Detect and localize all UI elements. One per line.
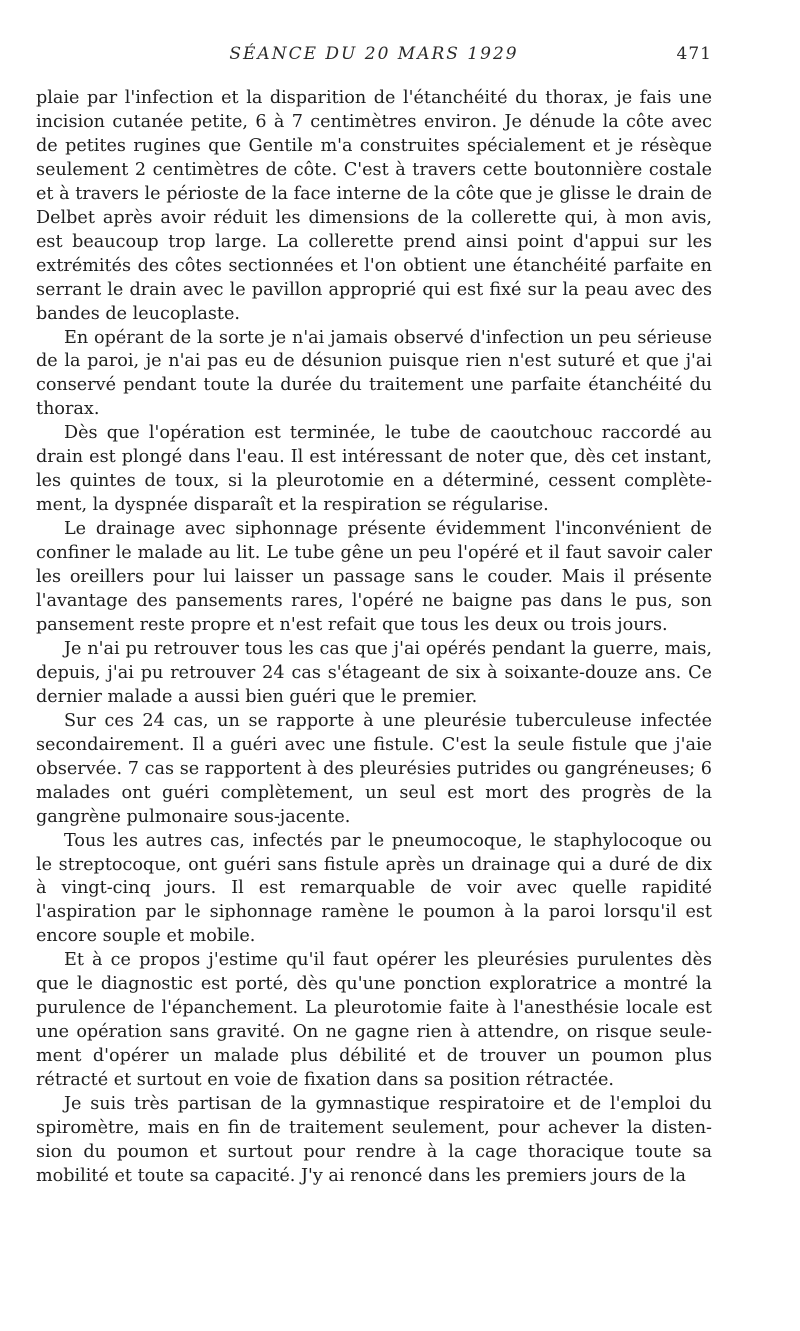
- paragraph: Je suis très partisan de la gymnastique respiratoire et de l'emploi du spiromètre, mais en fin de traitement seulement, pour achever la distension du poumon et surtout pour rendre à la cage thoracique toute sa mobilité et toute sa capacité. J'y ai renoncé dans les premiers jours de la: [36, 1094, 712, 1186]
- paragraph: Tous les autres cas, infectés par le pneumocoque, le staphylocoque ou le streptocoque, ont guéri sans fistule après un drainage qui a duré de dix à vingt-cinq jours. Il est remarquable de voir avec quelle rapidité l'aspiration par le siphonnage ramène le poumon à la paroi lorsqu'il est encore souple et mobile.: [36, 830, 712, 947]
- body-text: [36, 87, 712, 1189]
- page-header: [36, 44, 712, 68]
- paragraph: En opérant de la sorte je n'ai jamais observé d'infection un peu sérieuse de la paroi, je n'ai pas eu de désunion puisque rien n'est suturé et que j'ai conservé pendant toute la durée du traitement une parfaite étanchéité du thorax.: [36, 327, 712, 420]
- paragraph: Et à ce propos j'estime qu'il faut opérer les pleurésies purulentes dès que le diagnostic est porté, dès qu'une ponction exploratrice a montré la purulence de l'épanchement. La pleurotomie faite à l'anesthésie locale est une opération sans gravité. On ne gagne rien à attendre, on risque seulement d'opérer un malade plus débilité et de trouver un poumon plus rétracté et surtout en voie de fixation dans sa position rétractée.: [36, 950, 712, 1091]
- paragraph: Dès que l'opération est terminée, le tube de caoutchouc raccordé au drain est plongé dans l'eau. Il est intéressant de noter que, dès cet instant, les quintes de toux, si la pleurotomie en a déterminé, cessent complètement, la dyspnée disparaît et la respiration se régularise.: [36, 423, 712, 516]
- page-number: 471: [676, 44, 712, 64]
- paragraph: Le drainage avec siphonnage présente évidemment l'inconvénient de confiner le malade au lit. Le tube gêne un peu l'opéré et il faut savoir caler les oreillers pour lui laisser un passage sans le couder. Mais il présente l'avantage des pansements rares, l'opéré ne baigne pas dans le pus, son pansement reste propre et n'est refait que tous les deux ou trois jours.: [36, 519, 712, 635]
- running-head: SÉANCE DU 20 MARS 1929: [229, 44, 519, 64]
- paragraph: Je n'ai pu retrouver tous les cas que j'ai opérés pendant la guerre, mais, depuis, j'ai pu retrouver 24 cas s'étageant de six à soixante-douze ans. Ce dernier malade a aussi bien guéri que le premier.: [36, 638, 712, 707]
- paragraph-continued: plaie par l'infection et la disparition de l'étanchéité du thorax, je fais une incision cutanée petite, 6 à 7 centimètres environ. Je dénude la côte avec de petites rugines que Gentile m'a construites spécialement et je résèque seulement 2 centimètres de côte. C'est à travers cette boutonnière costale et à travers le périoste de la face interne de la côte que je glisse le drain de Delbet après avoir réduit les dimensions de la collerette qui, à mon avis, est beaucoup trop large. La collerette prend ainsi point d'appui sur les extrémités des côtes sectionnées et l'on obtient une étanchéité parfaite en serrant le drain avec le pavillon approprié qui est fixé sur la peau avec des bandes de leucoplaste.: [36, 88, 712, 324]
- paragraph: Sur ces 24 cas, un se rapporte à une pleurésie tuberculeuse infectée secondairement. Il a guéri avec une fistule. C'est la seule fistule que j'aie observée. 7 cas se rapportent à des pleurésies putrides ou gangréneuses; 6 malades ont guéri complètement, un seul est mort des progrès de la gangrène pulmonaire sous-jacente.: [36, 710, 712, 827]
